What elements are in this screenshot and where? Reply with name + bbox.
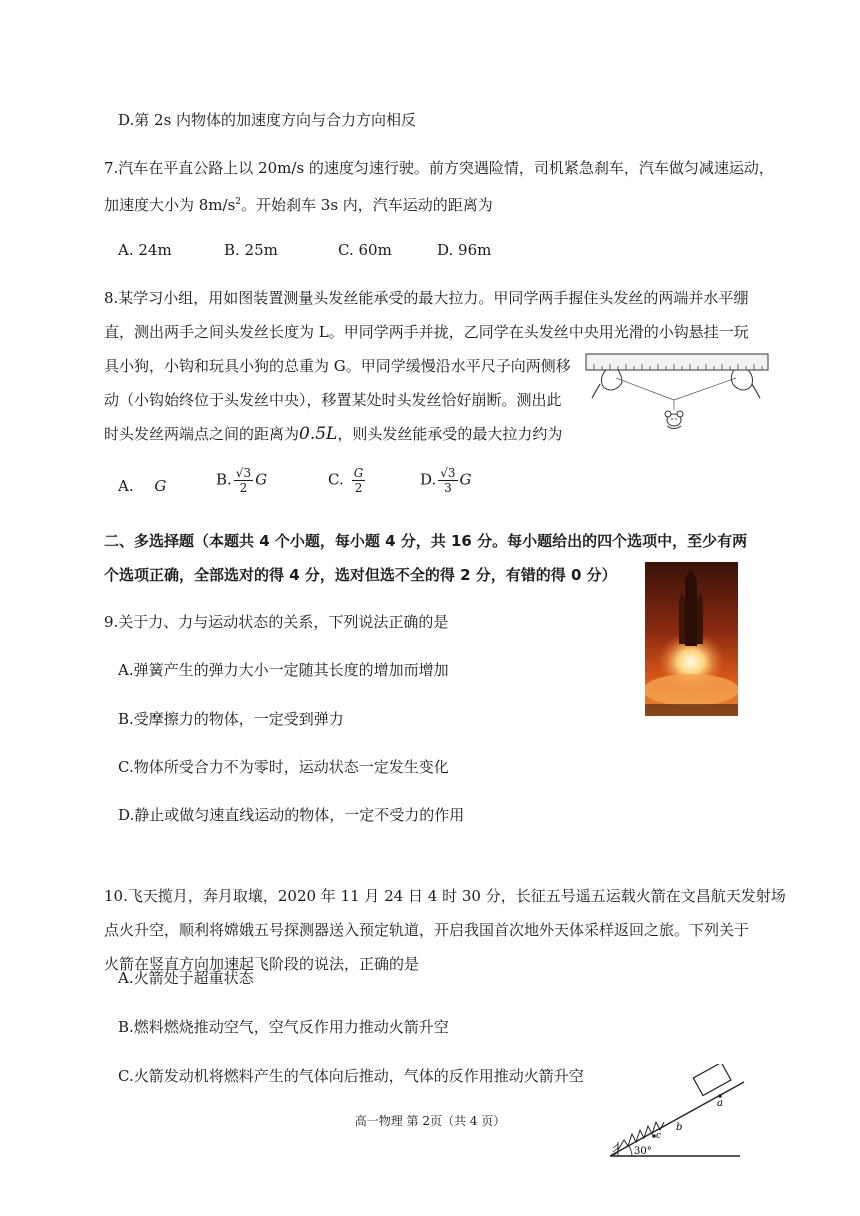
q8-option-c-label: C.	[328, 470, 344, 489]
q8-stem-line2: 直，测出两手之间头发丝长度为 L。甲同学两手并拢，乙同学在头发丝中央用光滑的小钩悬挂一玩	[104, 323, 749, 341]
q7-stem-line2-text: 加速度大小为 8m/s	[104, 196, 236, 214]
q7-stem-line1: 7.汽车在平直公路上以 20m/s 的速度匀速行驶。前方突遇险情，司机紧急刹车，汽车做匀减速运动，	[104, 159, 774, 177]
q8-stem-line1: 8.某学习小组，用如图装置测量头发丝能承受的最大拉力。甲同学两手握住头发丝的两端并水平绷	[104, 289, 749, 307]
q8-option-d	[420, 466, 472, 495]
q7-stem-line2	[104, 192, 493, 215]
q10-stem-line1: 10.飞天揽月，奔月取壤，2020 年 11 月 24 日 4 时 30 分，长征五号遥五运载火箭在文昌航天发射场	[104, 887, 786, 905]
q8-option-d-g: G	[459, 470, 472, 489]
incline-label-a: a	[717, 1098, 723, 1109]
q8-option-c	[328, 466, 367, 495]
q8-option-d-label: D.	[420, 470, 437, 489]
q8-option-a-value: G	[154, 477, 167, 495]
q6-option-d: D.第 2s 内物体的加速度方向与合力方向相反	[118, 111, 417, 129]
q7-option-c: C. 60m	[338, 241, 392, 259]
q8-option-b	[216, 466, 267, 495]
q9-option-b: B.受摩擦力的物体，一定受到弹力	[118, 710, 344, 728]
section2-heading-line1: 二、多选择题（本题共 4 个小题，每小题 4 分，共 16 分。每小题给出的四个选项中，至少有两	[104, 532, 748, 550]
incline-label-b: b	[676, 1122, 683, 1133]
q9-option-d: D.静止或做匀速直线运动的物体，一定不受力的作用	[118, 806, 465, 824]
incline-angle-label: 30°	[634, 1146, 652, 1157]
q7-stem-line2-rest: 。开始刹车 3s 内，汽车运动的距离为	[241, 196, 493, 214]
q10-stem-line2: 点火升空，顺利将嫦娥五号探测器送入预定轨道，开启我国首次地外天体采样返回之旅。下列关于	[104, 921, 750, 939]
page-footer: 高一物理 第 2页（共 4 页）	[354, 1114, 506, 1128]
q7-option-a: A. 24m	[118, 241, 172, 259]
q10-stem-line3: 火箭在竖直方向加速起飞阶段的说法，正确的是	[104, 955, 420, 973]
q9-stem: 9.关于力、力与运动状态的关系，下列说法正确的是	[104, 613, 449, 631]
q8-math-distance: 0.5L	[299, 424, 338, 444]
q9-option-c: C.物体所受合力不为零时，运动状态一定发生变化	[118, 758, 449, 776]
section2-heading-line2: 个选项正确，全部选对的得 4 分，选对但选不全的得 2 分，有错的得 0 分）	[104, 566, 617, 584]
q8-option-d-denominator: 3	[444, 481, 452, 495]
q8-option-b-g: G	[255, 470, 268, 489]
q10-option-c: C.火箭发动机将燃料产生的气体向后推动，气体的反作用推动火箭升空	[118, 1067, 584, 1085]
q8-option-a-label: A.	[118, 477, 134, 495]
q8-option-c-numerator: G	[353, 466, 364, 480]
q9-option-a: A.弹簧产生的弹力大小一定随其长度的增加而增加	[118, 661, 449, 679]
q10-option-b: B.燃料燃烧推动空气，空气反作用力推动火箭升空	[118, 1018, 449, 1036]
incline-label-c: c	[656, 1131, 662, 1141]
q8-option-a	[118, 476, 166, 496]
q7-option-b: B. 25m	[224, 241, 278, 259]
q8-stem-line5	[104, 424, 562, 444]
q8-option-b-label: B.	[216, 470, 232, 489]
q8-option-c-denominator: 2	[354, 481, 363, 495]
q8-option-d-numerator: √3	[440, 466, 456, 480]
ruler-hair-figure	[584, 350, 770, 434]
q8-stem-line4: 动（小钩始终位于头发丝中央），移置某处时头发丝恰好崩断。测出此	[104, 391, 562, 409]
q8-options	[118, 466, 498, 512]
q7-option-d: D. 96m	[437, 241, 492, 259]
rocket-launch-photo	[645, 562, 738, 716]
q8-line5-text: 时头发丝两端点之间的距离为	[104, 425, 300, 443]
q8-line5-rest: ，则头发丝能承受的最大拉力约为	[337, 425, 563, 443]
q8-option-b-numerator: √3	[235, 466, 252, 480]
q8-stem-line3: 具小狗，小钩和玩具小狗的总重为 G。甲同学缓慢沿水平尺子向两侧移	[104, 357, 571, 375]
q10-option-a: A.火箭处于超重状态	[118, 969, 254, 987]
q8-option-b-denominator: 2	[239, 481, 248, 495]
q7-superscript: 2	[235, 197, 242, 207]
